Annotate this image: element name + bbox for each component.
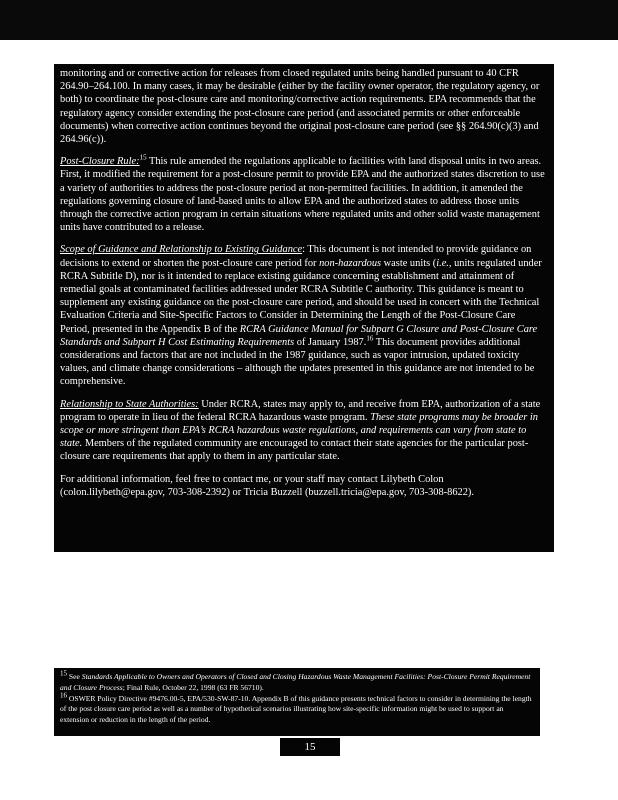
- footnote-15-title: Standards Applicable to Owners and Operators of Closed and Closing Hazardous Waste Management Facilities: Post-Closure Permit Requirement and Closure Process: [60, 672, 531, 692]
- scope-italic-non-hazardous: non-hazardous: [319, 257, 382, 269]
- state-authorities-heading: Relationship to State Authorities:: [60, 398, 199, 410]
- page-number: 15: [280, 738, 340, 756]
- scope-italic-manual-title: RCRA Guidance Manual for Subpart G Closure and Post-Closure Care Standards and Subpart H Cost Estimating Requirements: [60, 323, 538, 348]
- letter-body: [54, 64, 554, 552]
- top-redaction-bar: [0, 0, 618, 40]
- footnote-15-number: 15: [60, 669, 67, 678]
- footnotes-block: [54, 668, 540, 736]
- footnote-ref-15: 15: [139, 153, 147, 162]
- paragraph-monitoring: monitoring and or corrective action for releases from closed regulated units being handled pursuant to 40 CFR 264.90–264.100. In many cases, it may be desirable (either by the facility owner operator, the regulatory agency, or both) to coordinate the post-closure care and monitoring/corrective action requirements. EPA recommends that the regulatory agency consider extending the post-closure care period (and associated permits or other enforceable documents) when corrective action continues beyond the original post-closure care period (see §§ 264.90(c)(3) and 264.96(c)).: [60, 68, 540, 146]
- scope-text-b: waste units (: [381, 257, 437, 269]
- footnote-16: [60, 691, 534, 726]
- footnote-15-tail: ; Final Rule, October 22, 1998 (63 FR 56710).: [122, 682, 264, 692]
- scope-heading: Scope of Guidance and Relationship to Existing Guidance: [60, 244, 303, 256]
- footnote-16-text: OSWER Policy Directive #9476.00-5, EPA/530-SW-87-10. Appendix B of this guidance presents technical factors to consider in determining the length of the post closure care period as well as a number of hypothetical scenarios illustrating how site-specific information might be used to support an extension or reduction in the length of the period.: [60, 693, 532, 725]
- post-closure-rule-heading: Post-Closure Rule:: [60, 156, 140, 168]
- scope-text-e: This document provides additional considerations and factors that are not included in the 1987 guidance, such as vapor intrusion, updated toxicity values, and climate change considerations – although the updates presented in this guidance are not intended to be comprehensive.: [60, 336, 535, 388]
- footnote-15-lead: See: [67, 672, 82, 681]
- footnote-ref-16: 16: [366, 334, 374, 343]
- scope-text-c: units regulated under RCRA Subtitle D), nor is it intended to replace existing guidance concerning establishment and attainment of remedial goals at contaminated facilities addressed under RCRA Subtitle C authority. This guidance is meant to supplement any existing guidance on the post-closure care period, and should be used in concert with the Technical Evaluation Criteria and Site-Specific Factors to Consider in Determining the Length of the Post-Closure Care Period, presented in the Appendix B of the: [60, 257, 542, 335]
- scope-text-d: of January 1987.: [294, 336, 367, 348]
- state-italic-text: These state programs may be broader in scope or more stringent than EPA’s RCRA hazardous waste regulations, and requirements can vary from state to state.: [60, 411, 538, 450]
- post-closure-rule-text: This rule amended the regulations applicable to facilities with land disposal units in two areas. First, it modified the requirement for a post-closure permit to provide EPA and the authorized states discretion to use a variety of authorities to address the post-closure period at non-permitted facilities. In addition, it amended the regulations governing closure of land-based units to allow EPA and the authorized states to address those units through the corrective action program in certain situations where regulated units and other solid waste management units have contributed to a release.: [60, 156, 545, 234]
- state-text-a: Under RCRA, states may apply to, and receive from EPA, authorization of a state program to operate in lieu of the federal RCRA hazardous waste program.: [60, 398, 541, 423]
- scope-italic-ie: i.e.,: [436, 257, 452, 269]
- paragraph-post-closure-rule: [60, 155, 547, 234]
- paragraph-state-authorities: [60, 398, 547, 464]
- scope-text-a: : This document is not intended to provide guidance on decisions to extend or shorten the post-closure care period for: [60, 244, 532, 269]
- state-text-b: Members of the regulated community are encouraged to contact their state agencies for the particular post-closure care requirements that apply to them in any particular state.: [60, 438, 529, 463]
- paragraph-scope-of-guidance: [60, 243, 547, 388]
- paragraph-contact-info: For additional information, feel free to contact me, or your staff may contact Lilybeth Colon (colon.lilybeth@epa.gov, 703-308-2392) or Tricia Buzzell (buzzell.tricia@epa.gov, 703-308-8622).: [60, 473, 474, 498]
- footnote-15: [60, 669, 534, 694]
- footnote-16-number: 16: [60, 691, 67, 700]
